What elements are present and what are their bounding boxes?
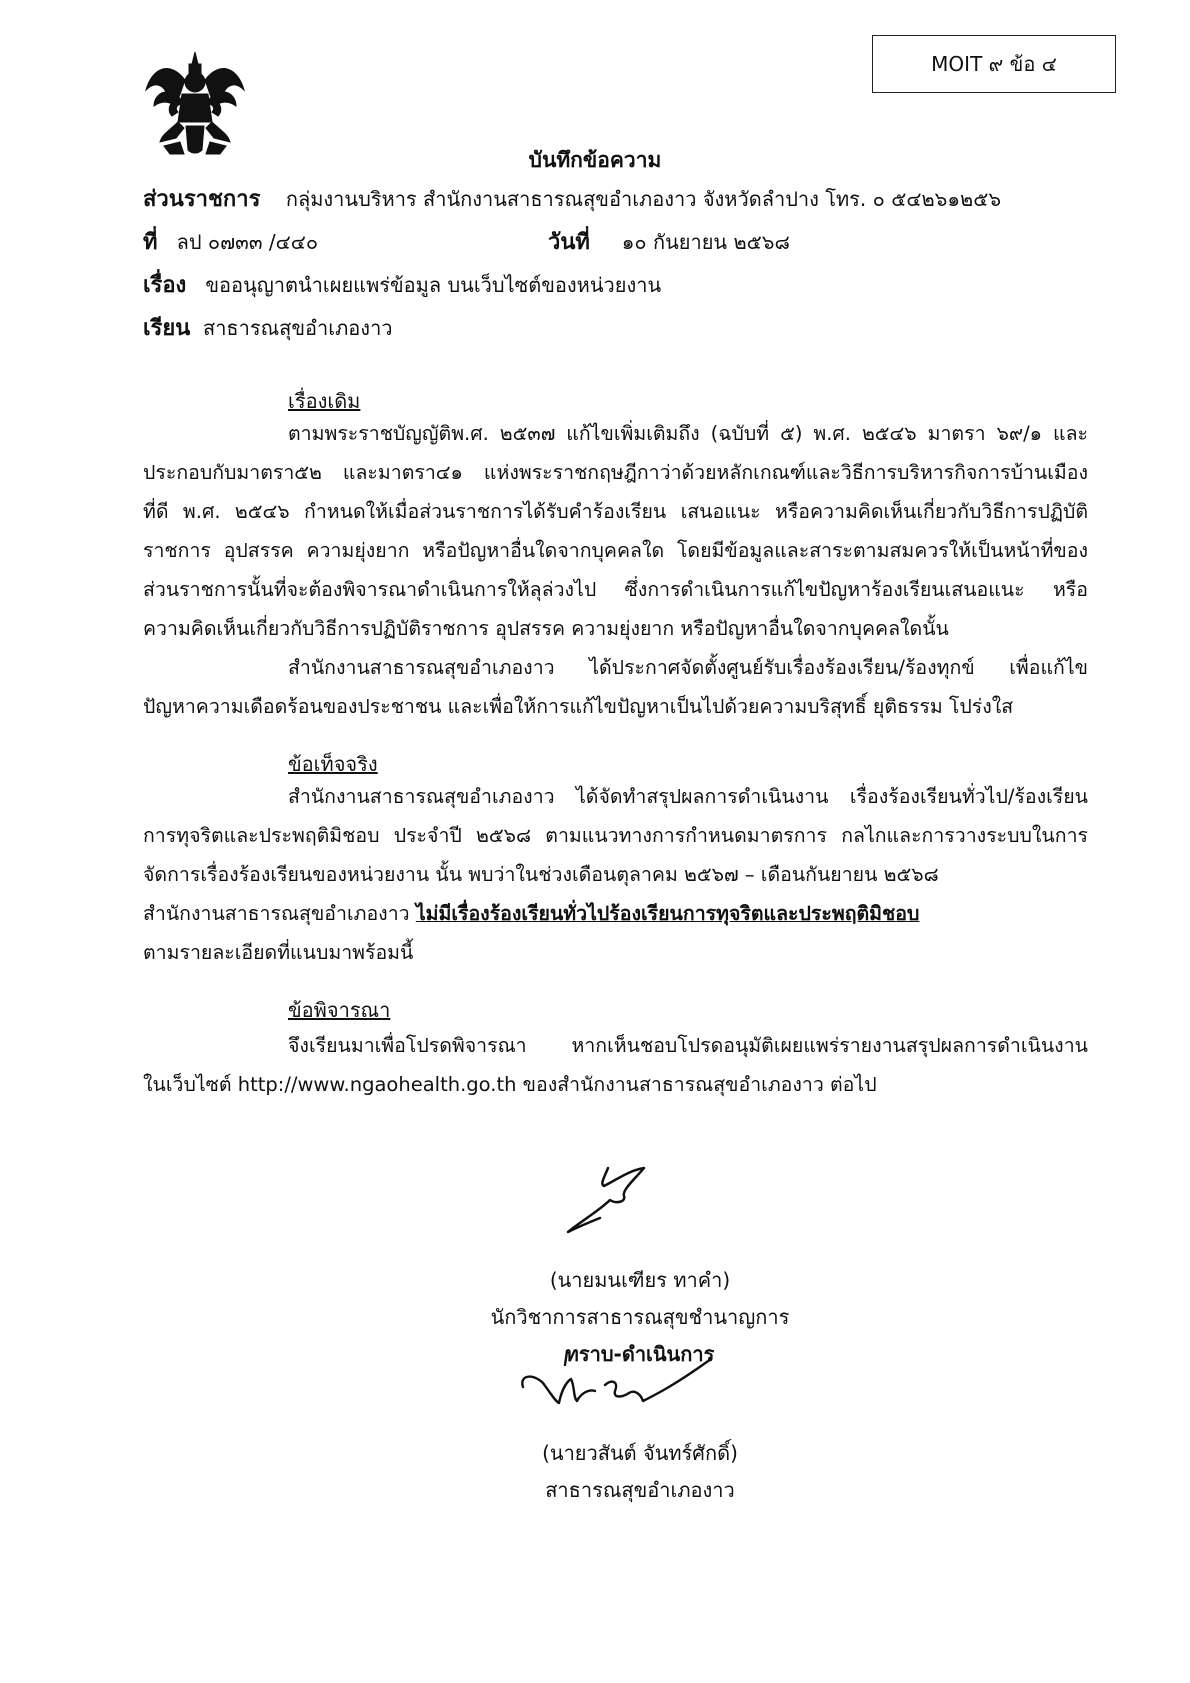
paragraph-line: การทุจริตและประพฤติมิชอบ ประจำปี ๒๕๖๘ ตามแนวทางการกำหนดมาตรการ กลไกและการวางระบบในการ xyxy=(143,824,1088,847)
addressee-row xyxy=(143,310,393,345)
paragraph-line: จึงเรียนมาเพื่อโปรดพิจารณา หากเห็นชอบโปรดอนุมัติเผยแพร่รายงานสรุปผลการดำเนินงาน xyxy=(288,1034,1088,1057)
department-label: ส่วนราชการ xyxy=(143,187,261,212)
date-value: ๑๐ กันยายน ๒๕๖๘ xyxy=(621,230,790,254)
paragraph-line: ประกอบกับมาตรา๕๒ และมาตรา๔๑ แห่งพระราชกฤษฎีกาว่าด้วยหลักเกณฑ์และวิธีการบริหารกิจการบ้านเมือง xyxy=(143,461,1088,484)
reference-label: ที่ xyxy=(143,230,158,255)
finding-result: ไม่มีเรื่องร้องเรียนทั่วไปร้องเรียนการทุจริตและประพฤติมิชอบ xyxy=(415,902,920,925)
signer2-name: (นายวสันต์ จันทร์ศักดิ์) xyxy=(542,1441,738,1465)
paragraph-line xyxy=(143,904,1088,924)
paragraph-line: ตามพระราชบัญญัติพ.ศ. ๒๕๓๗ แก้ไขเพิ่มเติมถึง (ฉบับที่ ๕) พ.ศ. ๒๕๔๖ มาตรา ๖๙/๑ และ xyxy=(288,422,1088,445)
reference-row xyxy=(143,224,318,259)
paragraph-line: ในเว็บไซต์ http://www.ngaohealth.go.th ของสำนักงานสาธารณสุขอำเภองาว ต่อไป xyxy=(143,1073,877,1096)
paragraph-line: สำนักงานสาธารณสุขอำเภองาว ได้ประกาศจัดตั้งศูนย์รับเรื่องร้องเรียน/ร้องทุกข์ เพื่อแก้ไข xyxy=(288,656,1088,679)
paragraph-line: จัดการเรื่องร้องเรียนของหน่วยงาน นั้น พบว่าในช่วงเดือนตุลาคม ๒๕๖๗ – เดือนกันยายน ๒๕๖๘ xyxy=(143,863,939,886)
paragraph-line: ส่วนราชการนั้นที่จะต้องพิจารณาดำเนินการให้ลุล่วงไป ซึ่งการดำเนินการแก้ไขปัญหาร้องเรียนเสนอแนะ หรือ xyxy=(143,578,1088,601)
paragraph-line: ปัญหาความเดือดร้อนของประชาชน และเพื่อให้การแก้ไขปัญหาเป็นไปด้วยความบริสุทธิ์ ยุติธรรม โปร่งใส xyxy=(143,695,1014,718)
document-code-box xyxy=(872,35,1116,93)
paragraph-line: ตามรายละเอียดที่แนบมาพร้อมนี้ xyxy=(143,941,414,964)
date-row xyxy=(548,224,790,259)
addressee-label: เรียน xyxy=(143,316,191,341)
addressee-value: สาธารณสุขอำเภองาว xyxy=(202,316,393,340)
paragraph-line: ความคิดเห็นเกี่ยวกับวิธีการปฏิบัติราชการ อุปสรรค ความยุ่งยาก หรือปัญหาอื่นใดจากบุคคลใดนั้น xyxy=(143,617,949,640)
memo-title: บันทึกข้อความ xyxy=(528,148,662,172)
reference-value: ลป ๐๗๓๓ /๔๔๐ xyxy=(176,230,319,254)
signature-2 xyxy=(515,1345,725,1413)
subject-row xyxy=(143,267,661,302)
paragraph-line: ราชการ อุปสรรค ความยุ่งยาก หรือปัญหาอื่นใดจากบุคคลใด โดยมีข้อมูลและสาระตามสมควรให้เป็นหน้าที่ของ xyxy=(143,539,1088,562)
section-facts-heading: ข้อเท็จจริง xyxy=(288,752,378,776)
section-consideration-heading: ข้อพิจารณา xyxy=(288,998,391,1022)
signer1-name: (นายมนเฑียร ทาคำ) xyxy=(549,1268,731,1292)
paragraph-line: สำนักงานสาธารณสุขอำเภองาว ได้จัดทำสรุปผลการดำเนินงาน เรื่องร้องเรียนทั่วไป/ร้องเรียน xyxy=(288,785,1088,808)
approval-note: ทราบ-ดำเนินการ xyxy=(565,1342,715,1366)
signature-1 xyxy=(560,1160,670,1240)
signer2-position: สาธารณสุขอำเภองาว xyxy=(545,1478,735,1502)
section-background-heading: เรื่องเดิม xyxy=(288,389,361,413)
paragraph-line: ที่ดี พ.ศ. ๒๕๔๖ กำหนดให้เมื่อส่วนราชการได้รับคำร้องเรียน เสนอแนะ หรือความคิดเห็นเกี่ยวกับวิธีการปฏิบัติ xyxy=(143,500,1088,523)
department-value: กลุ่มงานบริหาร สำนักงานสาธารณสุขอำเภองาว จังหวัดลำปาง โทร. ๐ ๕๔๒๖๑๒๕๖ xyxy=(285,187,1002,211)
document-code: MOIT ๙ ข้อ ๔ xyxy=(931,52,1057,76)
subject-label: เรื่อง xyxy=(143,273,187,298)
date-label: วันที่ xyxy=(548,230,590,255)
signer1-position: นักวิชาการสาธารณสุขชำนาญการ xyxy=(490,1305,790,1329)
finding-prefix: สำนักงานสาธารณสุขอำเภองาว xyxy=(143,902,416,925)
department-row xyxy=(143,181,1001,216)
subject-value: ขออนุญาตนำเผยแพร่ข้อมูล บนเว็บไซต์ของหน่วยงาน xyxy=(205,273,662,297)
garuda-emblem xyxy=(140,50,250,158)
